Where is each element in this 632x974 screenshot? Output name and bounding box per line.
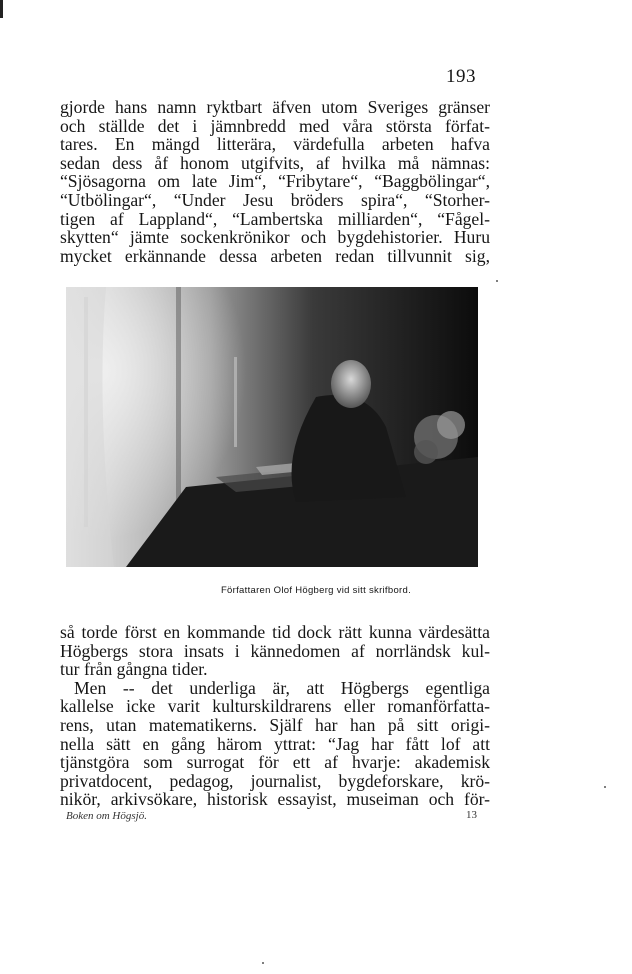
text-line: Högbergs stora insats i kännedomen af norrländsk kul- xyxy=(60,640,490,661)
text-line: kallelse icke varit kulturskildrarens eller romanförfatta- xyxy=(60,696,490,717)
scan-speck xyxy=(496,280,498,282)
text-line: “Utbölingar“, “Under Jesu bröders spira“, “Storher- xyxy=(60,189,490,210)
scan-speck xyxy=(604,786,606,788)
text-line: skytten“ jämte sockenkrönikor och bygdehistorier. Huru xyxy=(60,227,490,248)
photo-illustration xyxy=(66,287,478,567)
paragraph-2 xyxy=(60,623,490,809)
text-line: gjorde hans namn ryktbart äfven utom Sveriges gränser xyxy=(60,97,490,117)
text-line: nikör, arkivsökare, historisk essayist, museiman och för- xyxy=(60,789,490,810)
text-line: tjänstgöra som surrogat för ett af hvarje: akademisk xyxy=(60,752,490,773)
text-line: så torde först en kommande tid dock rätt kunna värdesätta xyxy=(60,622,490,642)
text-line: nella sätt en gång härom yttrat: “Jag har fått lof att xyxy=(60,733,490,754)
text-line: tur från gångna tider. xyxy=(60,659,208,680)
text-line: rens, utan matematikerns. Själf har han på sitt origi- xyxy=(60,714,490,735)
text-line: tares. En mängd litterära, värdefulla arbeten hafva xyxy=(60,134,490,155)
text-line: tigen af Lappland“, “Lambertska milliarden“, “Fågel- xyxy=(60,208,490,229)
footer-signature: Boken om Högsjö. xyxy=(66,810,147,822)
scan-speck xyxy=(262,962,264,964)
text-line: sedan dess åf honom utgifvits, af hvilka må nämnas: xyxy=(60,152,490,173)
text-line: privatdocent, pedagog, journalist, bygdeforskare, krö- xyxy=(60,770,490,791)
photo-caption: Författaren Olof Högberg vid sitt skrifbord. xyxy=(220,585,412,596)
text-line: “Sjösagorna om late Jim“, “Fribytare“, “Baggbölingar“, xyxy=(60,171,490,192)
author-photograph xyxy=(66,287,478,567)
text-line: mycket erkännande dessa arbeten redan tillvunnit sig, xyxy=(60,245,490,266)
page-number: 193 xyxy=(446,66,476,87)
paragraph-1 xyxy=(60,98,490,265)
text-line: Men -- det underliga är, att Högbergs egentliga xyxy=(74,677,490,698)
text-line: och ställde det i jämnbredd med våra största förfat- xyxy=(60,115,490,136)
scan-edge-mark xyxy=(0,0,3,18)
footer-sheet-number: 13 xyxy=(466,809,477,821)
